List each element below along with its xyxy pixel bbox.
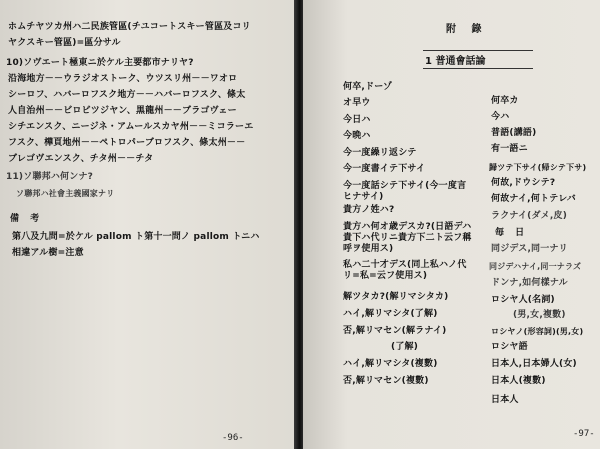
phrase-r-20: 日本人 xyxy=(491,395,519,405)
phrase-l-4: 今晩ハ xyxy=(343,131,371,141)
phrase-r-14: ロシヤ人(名詞) xyxy=(491,295,555,305)
phrase-r-6: 歸ツテ下サイ(帰シテ下サ) xyxy=(489,163,587,172)
title-divider-bottom xyxy=(423,68,533,69)
phrase-l-10: 私ハ二十才デス(同上私ハノ代リ=私=云フ使用ス) xyxy=(343,260,467,281)
left-line-6: 人自治州－－ビロビツジヤン、黒龍州－－ブラゴヴェー xyxy=(8,106,237,116)
left-line-8: フスク、樺頁地州－－ペトロパーブロフスク、條太州－－ xyxy=(8,138,246,148)
phrase-r-4: 有一語ニ xyxy=(491,144,528,154)
left-page xyxy=(0,0,296,449)
phrase-r-10: 毎 日 xyxy=(495,228,529,238)
phrase-r-9: ラクナイ(ダメ,皮) xyxy=(491,211,568,221)
appendix-title: 附 錄 xyxy=(446,24,488,35)
phrase-r-13: ドンナ,如何樣ナル xyxy=(491,278,568,288)
left-line-5: シーロフ、ハバーロフスク地方－－ハバーロフスク、條太 xyxy=(8,90,246,100)
title-divider-top xyxy=(423,50,533,51)
phrase-l-14: (了解) xyxy=(391,342,419,352)
phrase-r-8: 何故ナイ,何トテレバ xyxy=(491,194,576,204)
left-line-7: シチエンスク、ニージネ・アムールスカヤ州－－ミコラーエ xyxy=(8,122,254,132)
phrase-l-2: オ早ウ xyxy=(343,98,371,108)
phrase-l-1: 何卒,ドーゾ xyxy=(343,82,393,92)
section-title: 1 普通會話論 xyxy=(425,56,486,67)
phrase-l-13: 否,解リマセン(解ラナイ) xyxy=(343,326,447,336)
phrase-r-2: 今ハ xyxy=(491,112,510,122)
right-page-number: -97- xyxy=(573,429,595,439)
left-line-3: 10)ソヴエート極東ニ於ケル主要都市ナリヤ? xyxy=(6,58,194,68)
note-header: 備 考 xyxy=(10,214,44,224)
left-line-1: ホムチヤツカ州ハ二民族管區(チユコートスキー管區及コリ xyxy=(8,22,251,32)
phrase-l-7: 今一度話シテ下サイ(今一度言ヒナサイ) xyxy=(343,181,467,202)
note-line-1: 第八及九問=於ケル pallom ト第十一問ノ pallom トニハ xyxy=(12,232,260,242)
phrase-r-1: 何卒カ xyxy=(491,96,519,106)
left-line-9: ブレゴヴエンスク、チタ州－－チタ xyxy=(8,154,154,164)
phrase-r-18: 日本人,日本婦人(女) xyxy=(491,359,577,369)
right-page xyxy=(303,0,600,449)
phrase-l-3: 今日ハ xyxy=(343,115,371,125)
note-line-2: 相違アル樹=注意 xyxy=(12,248,84,258)
phrase-l-6: 今一度書イテ下サイ xyxy=(343,164,426,174)
phrase-l-12: ハイ,解リマシタ(了解) xyxy=(343,309,438,319)
left-line-11: ソ聯邦ハ社會主義國家ナリ xyxy=(16,189,115,198)
left-line-2: ヤクスキー管區)=區分サル xyxy=(8,38,121,48)
phrase-r-16: ロシヤノ(形容詞)(男,女) xyxy=(491,327,584,336)
phrase-l-9: 貴方ハ何オ歳デスカ?(日語デハ貴下ハ代リニ貴方下二ト云フ稱呼ヲ使用ス) xyxy=(343,222,472,254)
phrase-r-19: 日本人(複數) xyxy=(491,376,546,386)
left-line-4: 沿海地方－－ウラジオストーク、ウツスリ州－－ワオロ xyxy=(8,74,238,84)
phrase-l-11: 解ツタカ?(解リマシタカ) xyxy=(343,292,449,302)
phrase-l-16: 否,解リマセン(複數) xyxy=(343,376,429,386)
phrase-r-11: 同ジデス,同一ナリ xyxy=(491,244,568,254)
phrase-l-15: ハイ,解リマシタ(複數) xyxy=(343,359,438,369)
phrase-l-8: 貴方ノ姓ハ? xyxy=(343,205,395,215)
left-line-10: 11)ソ聯邦ハ何ンナ? xyxy=(6,172,94,182)
phrase-r-17: ロシヤ語 xyxy=(491,342,528,352)
phrase-r-12: 同ジデハナイ,同一ナラズ xyxy=(489,262,582,271)
phrase-r-3: 普語(講語) xyxy=(491,128,537,138)
phrase-r-15: (男,女,複數) xyxy=(513,310,566,320)
left-page-number: -96- xyxy=(222,433,244,443)
phrase-l-5: 今一度繰リ返シテ xyxy=(343,148,417,158)
phrase-r-7: 何故,ドウシテ? xyxy=(491,178,556,188)
